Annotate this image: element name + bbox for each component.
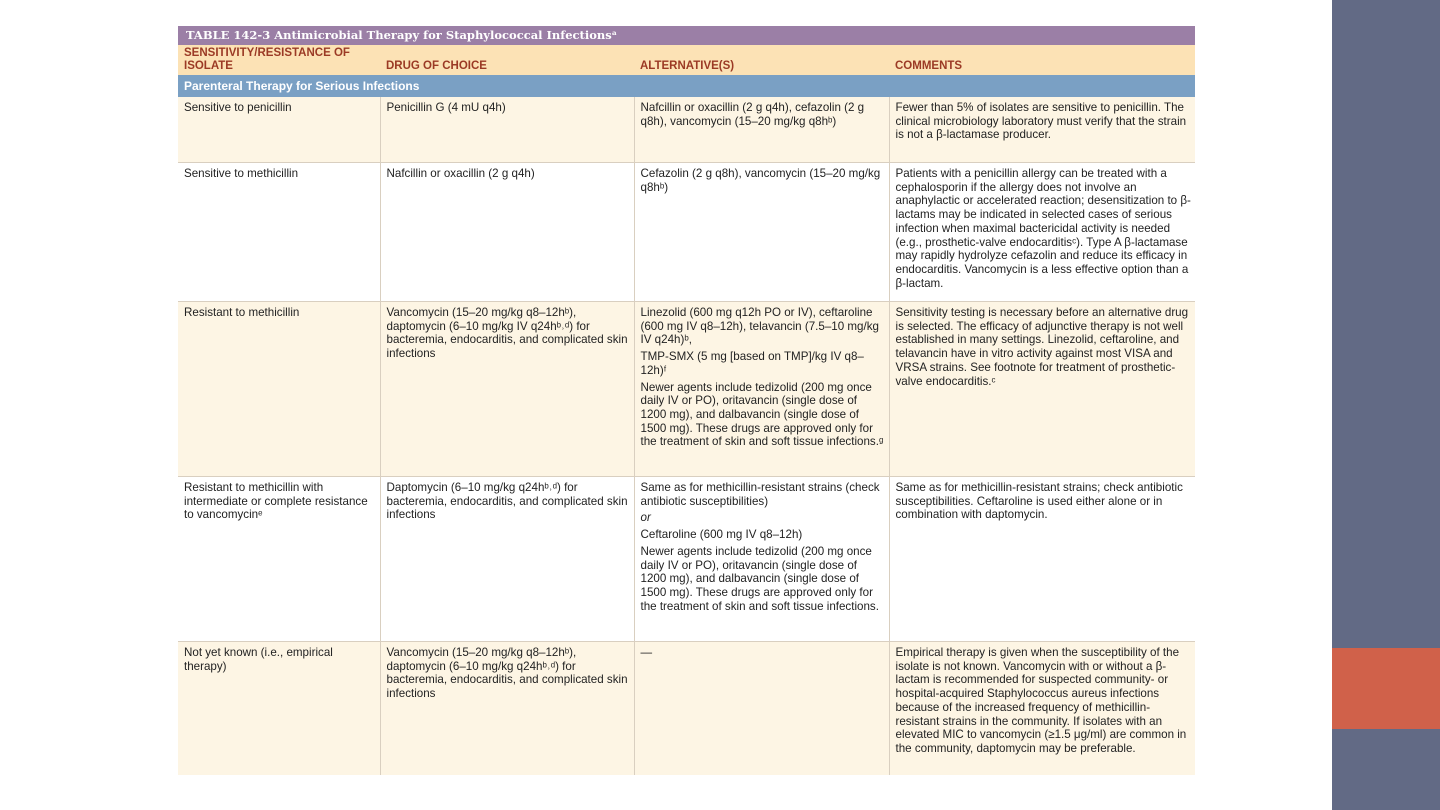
alternative-text: Nafcillin or oxacillin (2 g q4h), cefazolin (2 g q8h), vancomycin (15–20 mg/kg q8hᵇ) bbox=[640, 101, 865, 128]
isolate-cell: Resistant to methicillin with intermediate or complete resistance to vancomycinᵉ bbox=[178, 477, 380, 642]
table-row bbox=[178, 477, 1195, 642]
drug-cell: Penicillin G (4 mU q4h) bbox=[380, 97, 634, 163]
comments-cell: Sensitivity testing is necessary before an alternative drug is selected. The efficacy of adjunctive therapy is not well established in many settings. Linezolid, ceftaroline, and telavancin have in vitro activity against most VISA and VRSA strains. See footnote for treatment of prosthetic-valve endocarditis.ᶜ bbox=[889, 302, 1195, 477]
alternatives-cell bbox=[634, 97, 889, 163]
table-row bbox=[178, 302, 1195, 477]
alternative-or: or bbox=[640, 511, 651, 525]
isolate-cell: Resistant to methicillin bbox=[178, 302, 380, 477]
header-drug-of-choice: DRUG OF CHOICE bbox=[380, 45, 634, 75]
alternative-text: Linezolid (600 mg q12h PO or IV), ceftaroline (600 mg IV q8–12h), telavancin (7.5–10 mg/kg IV q24h)ᵇ, bbox=[640, 306, 879, 347]
alternative-text: Newer agents include tedizolid (200 mg once daily IV or PO), oritavancin (single dose of 1200 mg), and dalbavancin (single dose of 1500 mg). These drugs are approved only for the treatment of skin and soft tissue infections.ᵍ bbox=[640, 380, 884, 449]
comments-cell: Patients with a penicillin allergy can be treated with a cephalosporin if the allergy does not involve an anaphylactic or accelerated reaction; desensitization to β-lactams may be indicated in selected cases of serious infection when maximal bactericidal activity is needed (e.g., prosthetic-valve endocarditisᶜ). Type A β-lactamase may rapidly hydrolyze cefazolin and reduce its efficacy in endocarditis. Vancomycin is a less effective option than a β-lactam. bbox=[889, 163, 1195, 302]
slide-accent-block bbox=[1332, 648, 1440, 729]
alternatives-cell bbox=[634, 477, 889, 642]
header-isolate: SENSITIVITY/RESISTANCE OF ISOLATE bbox=[178, 45, 380, 75]
comments-cell: Empirical therapy is given when the susceptibility of the isolate is not known. Vancomycin with or without a β-lactam is recommended for suspected community- or hospital-acquired Staphylococcus aureus infections because of the increased frequency of methicillin-resistant strains in the community. If isolates with an elevated MIC to vancomycin (≥1.5 μg/ml) are common in the community, daptomycin may be preferable. bbox=[889, 642, 1195, 776]
table-row bbox=[178, 163, 1195, 302]
header-row bbox=[178, 45, 1195, 75]
section-row bbox=[178, 75, 1195, 97]
header-alternatives: ALTERNATIVE(S) bbox=[634, 45, 889, 75]
isolate-cell: Sensitive to penicillin bbox=[178, 97, 380, 163]
alternative-text: Cefazolin (2 g q8h), vancomycin (15–20 mg/kg q8hᵇ) bbox=[640, 167, 881, 194]
header-comments: COMMENTS bbox=[889, 45, 1195, 75]
comments-cell: Fewer than 5% of isolates are sensitive to penicillin. The clinical microbiology laboratory must verify that the strain is not a β-lactamase producer. bbox=[889, 97, 1195, 163]
table-row bbox=[178, 642, 1195, 776]
drug-cell: Vancomycin (15–20 mg/kg q8–12hᵇ), daptomycin (6–10 mg/kg IV q24hᵇ˒ᵈ) for bacteremia, endocarditis, and complicated skin infections bbox=[380, 302, 634, 477]
table-row bbox=[178, 97, 1195, 163]
isolate-cell: Sensitive to methicillin bbox=[178, 163, 380, 302]
isolate-cell: Not yet known (i.e., empirical therapy) bbox=[178, 642, 380, 776]
table-title: TABLE 142-3 Antimicrobial Therapy for Staphylococcal Infectionsᵃ bbox=[178, 26, 1195, 45]
alternative-text: — bbox=[640, 646, 653, 659]
alternatives-cell bbox=[634, 302, 889, 477]
drug-cell: Vancomycin (15–20 mg/kg q8–12hᵇ), daptomycin (6–10 mg/kg q24hᵇ˒ᵈ) for bacteremia, endocarditis, and complicated skin infections bbox=[380, 642, 634, 776]
alternatives-cell bbox=[634, 642, 889, 776]
comments-cell: Same as for methicillin-resistant strains; check antibiotic susceptibilities. Ceftaroline is used either alone or in combination with daptomycin. bbox=[889, 477, 1195, 642]
alternative-text: TMP-SMX (5 mg [based on TMP]/kg IV q8–12h)ᶠ bbox=[640, 350, 864, 377]
drug-cell: Nafcillin or oxacillin (2 g q4h) bbox=[380, 163, 634, 302]
section-title: Parenteral Therapy for Serious Infections bbox=[178, 75, 1195, 97]
table-grid bbox=[178, 45, 1195, 775]
therapy-table bbox=[178, 26, 1195, 775]
drug-cell: Daptomycin (6–10 mg/kg q24hᵇ˒ᵈ) for bacteremia, endocarditis, and complicated skin infections bbox=[380, 477, 634, 642]
alternative-text: Newer agents include tedizolid (200 mg once daily IV or PO), oritavancin (single dose of 1200 mg), and dalbavancin (single dose of 1500 mg). These drugs are approved only for the treatment of skin and soft tissue infections. bbox=[640, 544, 879, 613]
alternative-text: Ceftaroline (600 mg IV q8–12h) bbox=[640, 528, 803, 542]
alternative-text: Same as for methicillin-resistant strains (check antibiotic susceptibilities) bbox=[640, 481, 880, 508]
alternatives-cell bbox=[634, 163, 889, 302]
